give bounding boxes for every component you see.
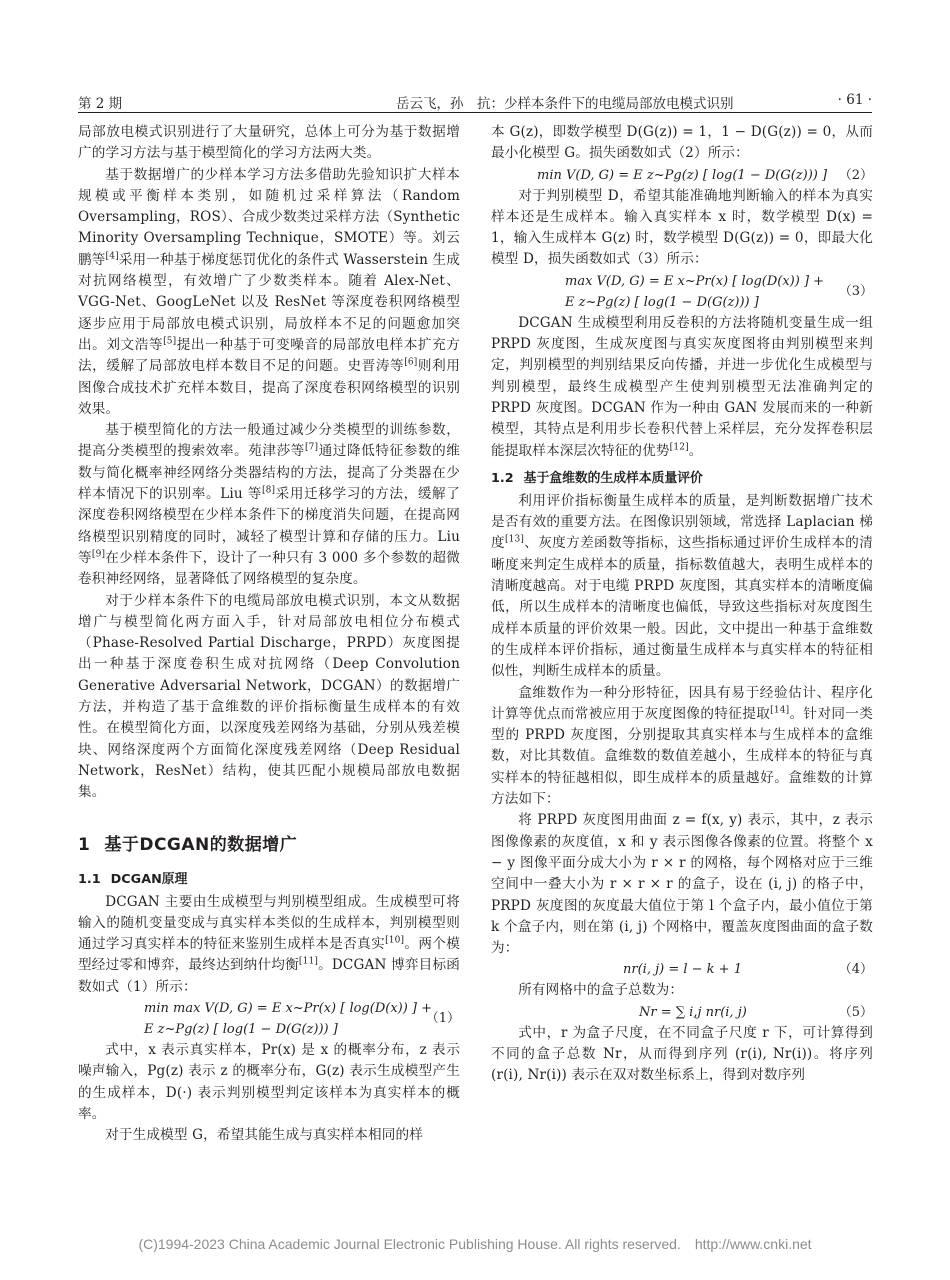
equation-number: （1） <box>425 1010 460 1026</box>
paragraph: 盒维数作为一种分形特征，因具有易于经验估计、程序化计算等优点而常被应用于灰度图像的特征提取[14]。针对同一类型的 PRPD 灰度图，分别提取其真实样本与生成样本的盒维数，对比其数值。盒维数的数值差越小，生成样本的特征与真实样本的特征越相似，即生成样本的质量越好。盒维数的计算方法如下： <box>491 684 873 808</box>
paragraph: 式中，r 为盒子尺度，在不同盒子尺度 r 下，可计算得到不同的盒子总数 Nr，从而得到序列 (r(i), Nr(i))。将序列 (r(i), Nr(i)) 表示在双对数坐标系上，得到对数序列 <box>491 1024 873 1084</box>
paragraph: DCGAN 生成模型利用反卷积的方法将随机变量生成一组 PRPD 灰度图，生成灰度图与真实灰度图将由判别模型来判定，判别模型的判别结果反向传播，并进一步优化生成模型与判别模型，最终生成模型产生使判别模型无法准确判定的 PRPD 灰度图。DCGAN 作为一种由 GAN 发展而来的一种新模型，其特点是利用步长卷积代替上采样层，充分发挥卷积层能提取样本深层次特征的优势[12]。 <box>491 314 873 459</box>
paragraph: 本 G(z)，即数学模型 D(G(z)) = 1，1 − D(G(z)) = 0，从而最小化模型 G。损失函数如式（2）所示： <box>491 124 873 162</box>
issue-number: 第 2 期 <box>78 96 123 112</box>
equation-5: Nr = ∑ i,j nr(i, j) （5） <box>491 1002 873 1023</box>
equation-4: nr(i, j) = l − k + 1 （4） <box>491 959 873 980</box>
citation: [7] <box>304 442 319 453</box>
citation: [14] <box>770 705 790 716</box>
citation: [8] <box>261 485 276 496</box>
equation-number: （4） <box>838 962 873 978</box>
copyright-footer: (C)1994-2023 China Academic Journal Electronic Publishing House. All rights reserved. http://www.cnki.net <box>138 1236 812 1252</box>
equation-number: （5） <box>838 1004 873 1020</box>
citation: [5] <box>163 336 177 347</box>
equation-3: max V(D, G) = E x~Pr(x) [ log(D(x)) ] + E z~Pg(z) [ log(1 − D(G(z))) ] （3） <box>565 273 873 310</box>
equation-1: min max V(D, G) = E x~Pr(x) [ log(D(x)) ] + E z~Pg(z) [ log(1 − D(G(z))) ] （1） <box>144 1000 460 1037</box>
citation: [12] <box>669 442 689 453</box>
subsection-heading: 1.1 DCGAN原理 <box>78 871 188 887</box>
paragraph: 基于数据增广的少样本学习方法多借助先验知识扩大样本规模或平衡样本类别，如随机过采样算法（Random Oversampling，ROS）、合成少数类过采样方法（Synthetic Minority Oversampling Technique，SMOTE）等。刘云鹏等[4]采用一种基于梯度惩罚优化的条件式 Wasserstein 生成对抗网络模型，有效增广了少数类样本。随着 Alex-Net、VGG-Net、GoogLeNet 以及 ResNet 等深度卷积网络模型逐步应用于局部放电模式识别，局放样本不足的问题愈加突出。刘文浩等[5]提出一种基于可变噪音的局部放电样本扩充方法，缓解了局部放电样本数目不足的问题。史晋涛等[6]则利用图像合成技术扩充样本数目，提高了深度卷积网络模型的识别效果。 <box>78 166 461 417</box>
citation: [9] <box>91 549 106 560</box>
paragraph: 对于判别模型 D，希望其能准确地判断输入的样本为真实样本还是生成样本。输入真实样本 x 时，数学模型 D(x) = 1，输入生成样本 G(z) 时，数学模型 D(G(z)) = 0，即最大化模型 D，损失函数如式（3）所示： <box>491 187 873 268</box>
left-column <box>78 122 460 1146</box>
citation: [11] <box>298 956 318 967</box>
paragraph: 局部放电模式识别进行了大量研究，总体上可分为基于数据增广的学习方法与基于模型简化的学习方法两大类。 <box>78 124 460 162</box>
section-heading: 1 基于DCGAN的数据增广 <box>78 834 298 855</box>
paragraph: 将 PRPD 灰度图用曲面 z = f(x, y) 表示，其中，z 表示图像像素的灰度值，x 和 y 表示图像各像素的位置。将整个 x − y 图像平面分成大小为 r × r 的网格，每个网格对应于三维空间中一叠大小为 r × r × r 的盒子，设在 (i, j) 的格子中，PRPD 灰度图的灰度最大值位于第 l 个盒子内，最小值位于第 k 个盒子内，则在第 (i, j) 个网格中，覆盖灰度图曲面的盒子数为： <box>491 812 873 957</box>
citation: [10] <box>385 935 405 946</box>
paragraph: 式中，x 表示真实样本，Pr(x) 是 x 的概率分布，z 表示噪声输入，Pg(z) 表示 z 的概率分布，G(z) 表示生成模型产生的生成样本，D(·) 表示判别模型判定该样本为真实样本的概率。 <box>78 1041 460 1122</box>
subsection-heading: 1.2 基于盒维数的生成样本质量评价 <box>491 470 703 486</box>
equation-number: （2） <box>838 167 873 183</box>
paragraph: 所有网格中的盒子总数为： <box>518 982 684 999</box>
paragraph: 对于少样本条件下的电缆局部放电模式识别，本文从数据增广与模型简化两方面入手，针对局部放电相位分布模式（Phase-Resolved Partial Discharge，PRPD）灰度图提出一种基于深度卷积生成对抗网络（Deep Convolution Generative Adversarial Network，DCGAN）的数据增广方法，并构造了基于盒维数的评价指标衡量生成样本的有效性。在模型简化方面，以深度残差网络为基础，分别从残差模块、网络深度两个方面简化深度残差网络（Deep Residual Network，ResNet）结构，使其匹配小规模局部放电数据集。 <box>78 592 460 801</box>
citation: [4] <box>105 251 119 262</box>
paragraph: 利用评价指标衡量生成样本的质量，是判断数据增广技术是否有效的重要方法。在图像识别领域，常选择 Laplacian 梯度[13]、灰度方差函数等指标，这些指标通过评价生成样本的清晰度来判定生成样本的质量，指标数值越大，表明生成样本的清晰度越高。对于电缆 PRPD 灰度图，其真实样本的清晰度偏低，所以生成样本的清晰度也偏低，导致这些指标对灰度图生成样本质量的评价效果一般。因此，文中提出一种基于盒维数的生成样本评价指标，通过衡量生成样本与真实样本的特征相似性，判断生成样本的质量。 <box>491 492 874 680</box>
citation: [6] <box>404 357 418 368</box>
paragraph: 对于生成模型 G，希望其能生成与真实样本相同的样 <box>105 1127 424 1144</box>
page-number: · 61 · <box>837 92 872 108</box>
running-header <box>78 90 872 113</box>
equation-2: min V(D, G) = E z~Pg(z) [ log(1 − D(G(z))) ] （2） <box>491 165 873 186</box>
paragraph: 基于模型简化的方法一般通过减少分类模型的训练参数，提高分类模型的搜索效率。苑津莎等[7]通过降低特征参数的维数与简化概率神经网络分类器结构的方法，提高了分类器在少样本情况下的识别率。Liu 等[8]采用迁移学习的方法，缓解了深度卷积网络模型在少样本条件下的梯度消失问题，在提高网络模型识别精度的同时，减轻了模型计算和存储的压力。Liu 等[9]在少样本条件下，设计了一种只有 3 000 多个参数的超微卷积神经网络，显著降低了网络模型的复杂度。 <box>78 422 461 588</box>
paragraph: DCGAN 主要由生成模型与判别模型组成。生成模型可将输入的随机变量变成与真实样本类似的生成样本，判别模型则通过学习真实样本的特征来鉴别生成样本是否真实[10]。两个模型经过零和博弈，最终达到纳什均衡[11]。DCGAN 博弈目标函数如式（1）所示： <box>78 893 460 995</box>
header-title: 岳云飞，孙 抗：少样本条件下的电缆局部放电模式识别 <box>396 96 734 112</box>
equation-number: （3） <box>838 283 873 299</box>
citation: [13] <box>504 534 525 545</box>
right-column <box>491 122 873 1087</box>
